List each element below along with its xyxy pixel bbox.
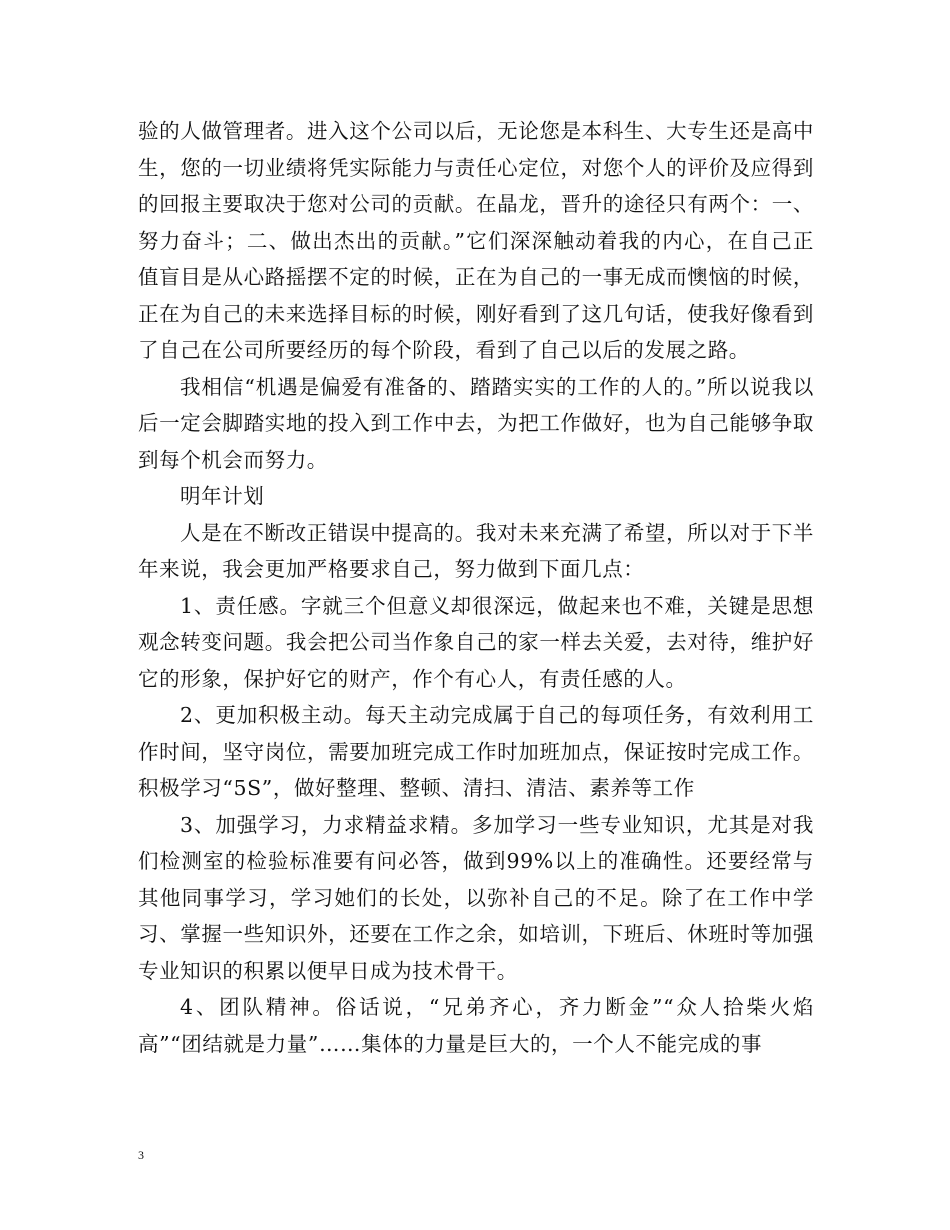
document-body bbox=[138, 113, 814, 1062]
paragraph-item-4-team-spirit: 4、团队精神。俗话说，“兄弟齐心，齐力断金”“众人拾柴火焰高”“团结就是力量”……集体的力量是巨大的，一个人不能完成的事 bbox=[138, 995, 814, 1056]
section-heading-next-year-plan: 明年计划 bbox=[180, 484, 265, 508]
paragraph-continuation: 验的人做管理者。进入这个公司以后，无论您是本科生、大专生还是高中生，您的一切业绩将凭实际能力与责任心定位，对您个人的评价及应得到的回报主要取决于您对公司的贡献。在晶龙，晋升的途径只有两个：一、努力奋斗；二、做出杰出的贡献。”它们深深触动着我的内心，在自己正值盲目是从心路摇摆不定的时候，正在为自己的一事无成而懊恼的时候，正在为自己的未来选择目标的时候，刚好看到了这几句话，使我好像看到了自己在公司所要经历的每个阶段，看到了自己以后的发展之路。 bbox=[138, 119, 814, 362]
paragraph-item-3-learning: 3、加强学习，力求精益求精。多加学习一些专业知识，尤其是对我们检测室的检验标准要有问必答，做到99%以上的准确性。还要经常与其他同事学习，学习她们的长处，以弥补自己的不足。除了在工作中学习、掌握一些知识外，还要在工作之余，如培训，下班后、休班时等加强专业知识的积累以便早日成为技术骨干。 bbox=[138, 812, 814, 983]
paragraph-item-1-responsibility: 1、责任感。字就三个但意义却很深远，做起来也不难，关键是思想观念转变问题。我会把公司当作象自己的家一样去关爱，去对待，维护好它的形象，保护好它的财产，作个有心人，有责任感的人。 bbox=[138, 593, 814, 691]
page-number: 3 bbox=[138, 1148, 144, 1162]
paragraph-opportunity: 我相信“机遇是偏爱有准备的、踏踏实实的工作的人的。”所以说我以后一定会脚踏实地的投入到工作中去，为把工作做好，也为自己能够争取到每个机会而努力。 bbox=[138, 374, 814, 472]
paragraph-intro-plan: 人是在不断改正错误中提高的。我对未来充满了希望，所以对于下半年来说，我会更加严格要求自己，努力做到下面几点： bbox=[138, 520, 814, 581]
paragraph-item-2-proactive: 2、更加积极主动。每天主动完成属于自己的每项任务，有效利用工作时间，坚守岗位，需要加班完成工作时加班加点，保证按时完成工作。积极学习“5S”，做好整理、整顿、清扫、清洁、素养等工作 bbox=[138, 703, 814, 800]
